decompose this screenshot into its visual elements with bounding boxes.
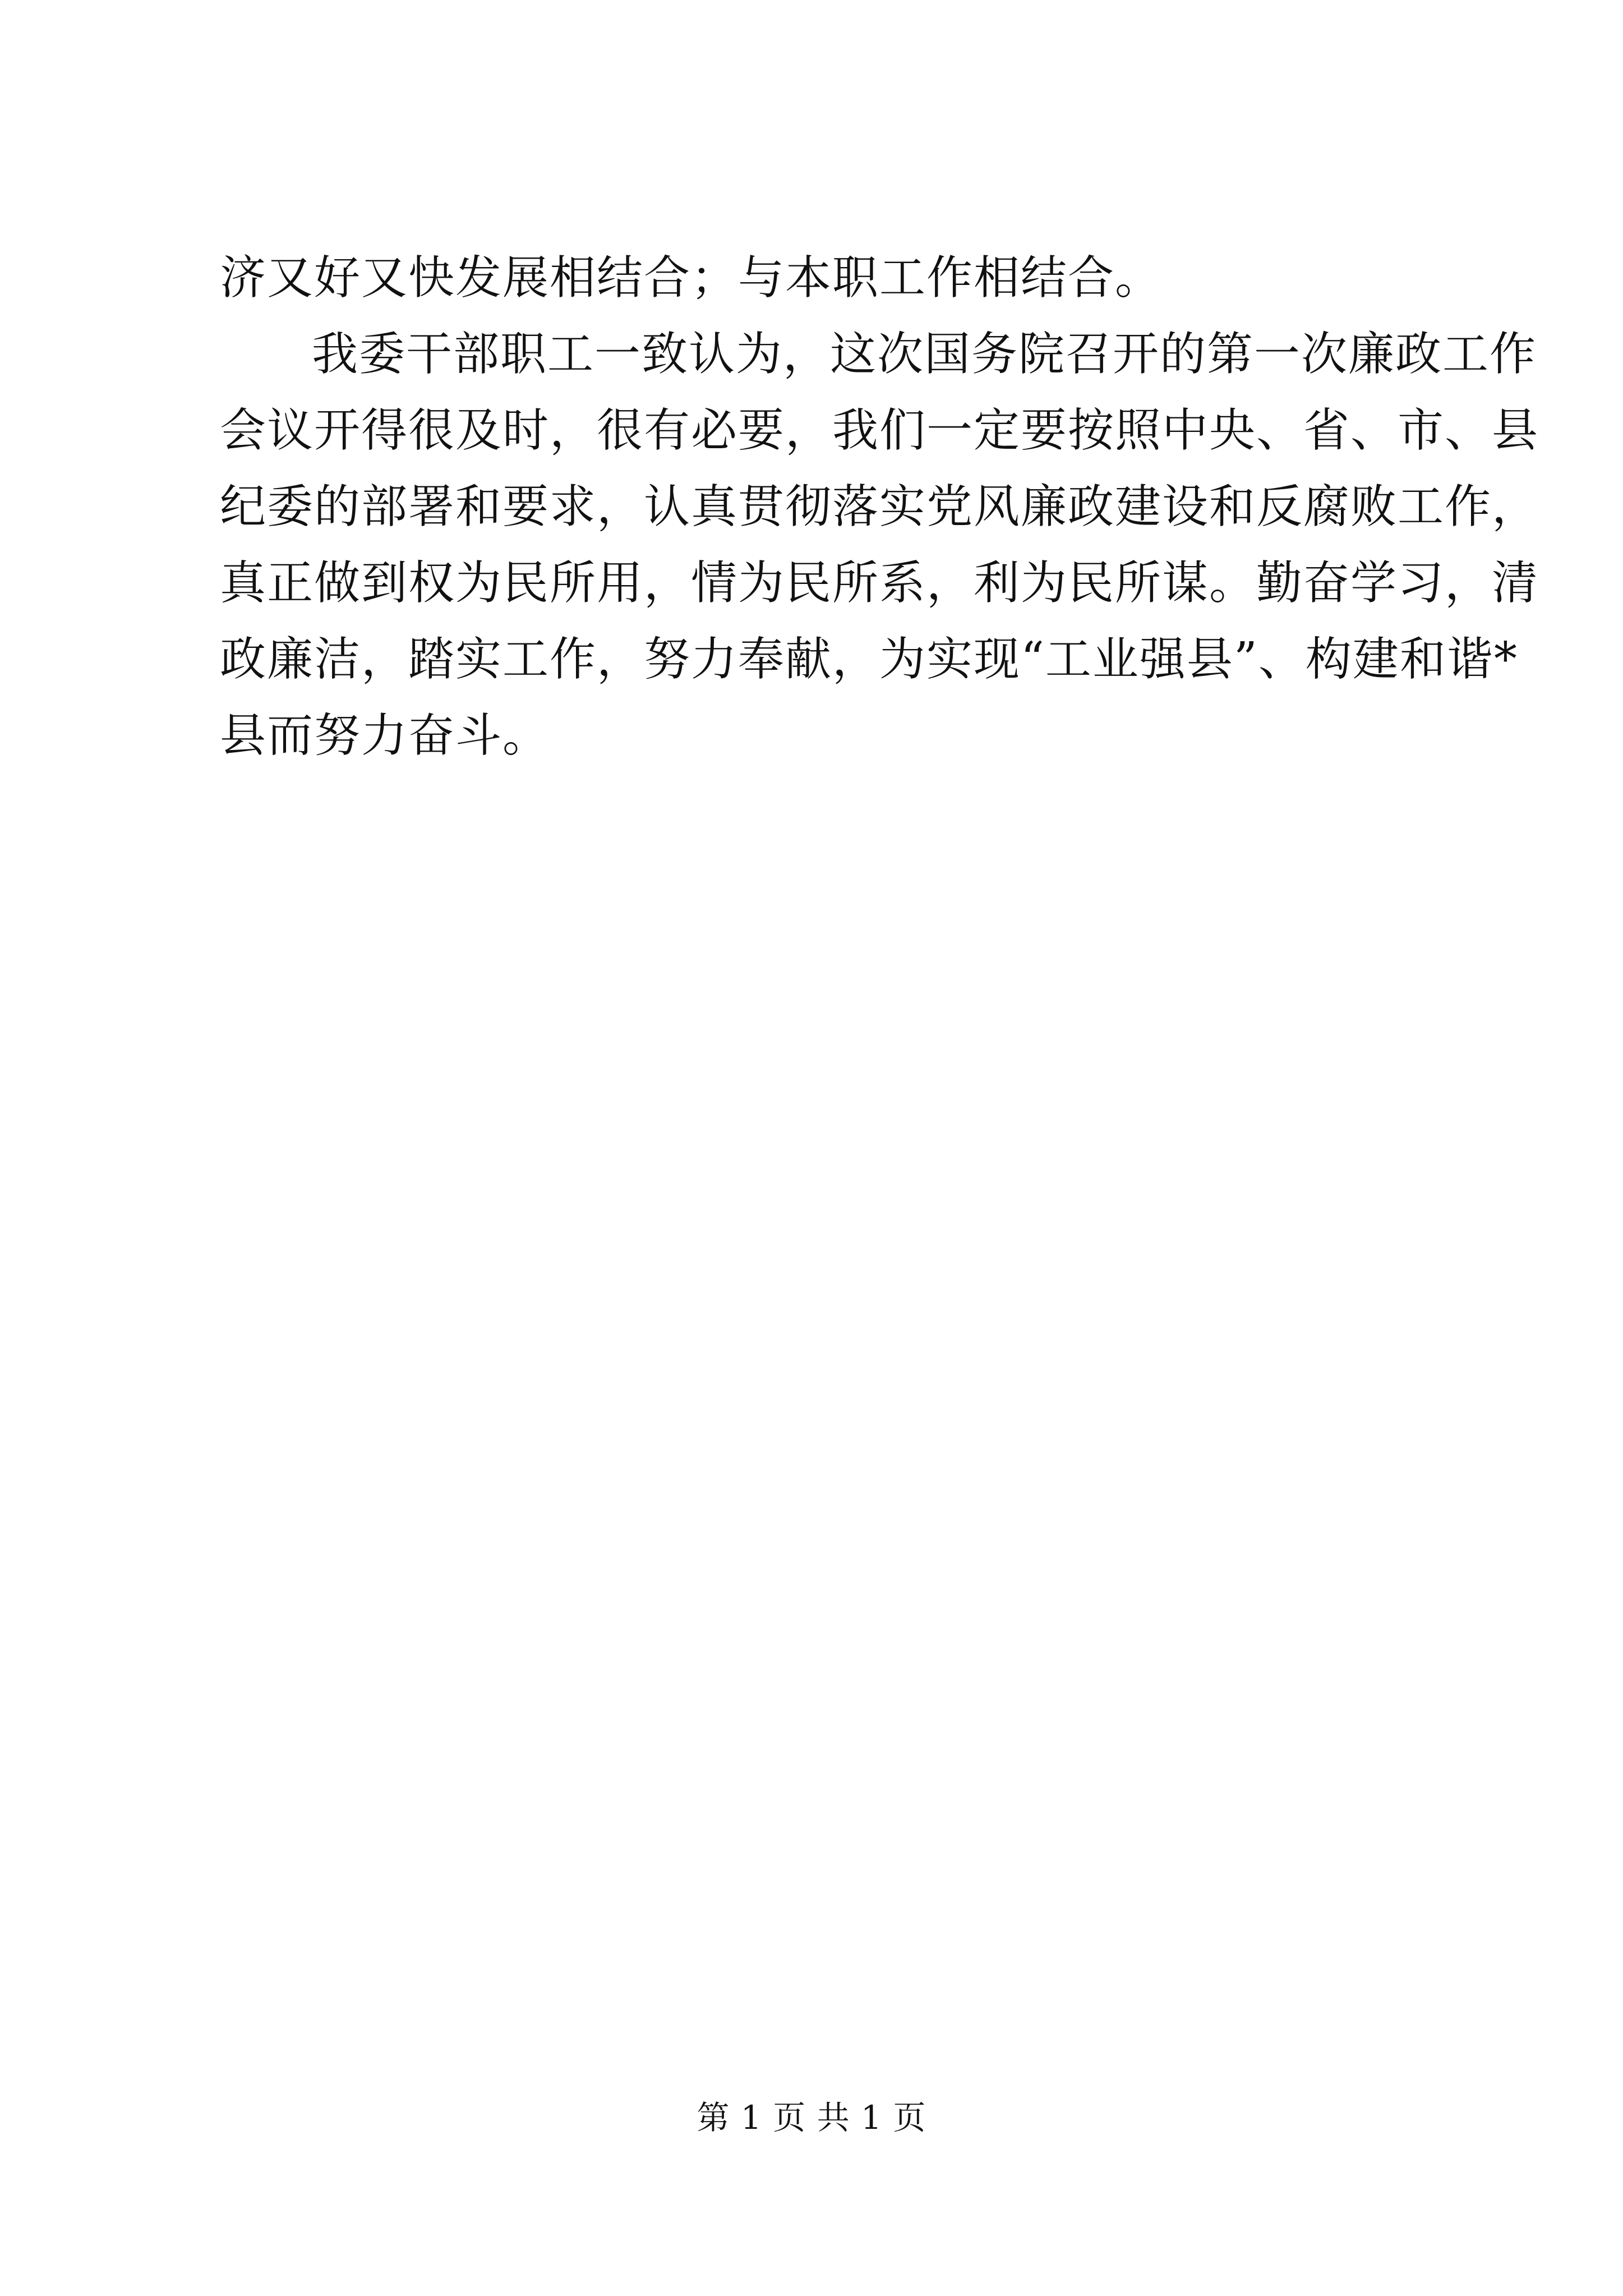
paragraph-1-line-1: 济又好又快发展相结合；与本职工作相结合。 [220, 251, 1163, 305]
paragraph-2-line-3: 纪委的部署和要求，认真贯彻落实党风廉政建设和反腐败工作， [220, 480, 1539, 533]
document-body [220, 240, 1539, 774]
paragraph-2-line-1: 我委干部职工一致认为，这次国务院召开的第一次廉政工作 [312, 328, 1537, 381]
page-footer: 第 1 页 共 1 页 [697, 2099, 926, 2137]
paragraph-2-line-5: 政廉洁，踏实工作，努力奉献，为实现“工业强县”、构建和谐* [220, 633, 1518, 686]
paragraph-2-line-2: 会议开得很及时，很有必要，我们一定要按照中央、省、市、县 [220, 404, 1539, 457]
paragraph-2-line-4: 真正做到权为民所用，情为民所系，利为民所谋。勤奋学习，清 [220, 556, 1539, 610]
paragraph-2-line-6: 县而努力奋斗。 [220, 709, 550, 762]
